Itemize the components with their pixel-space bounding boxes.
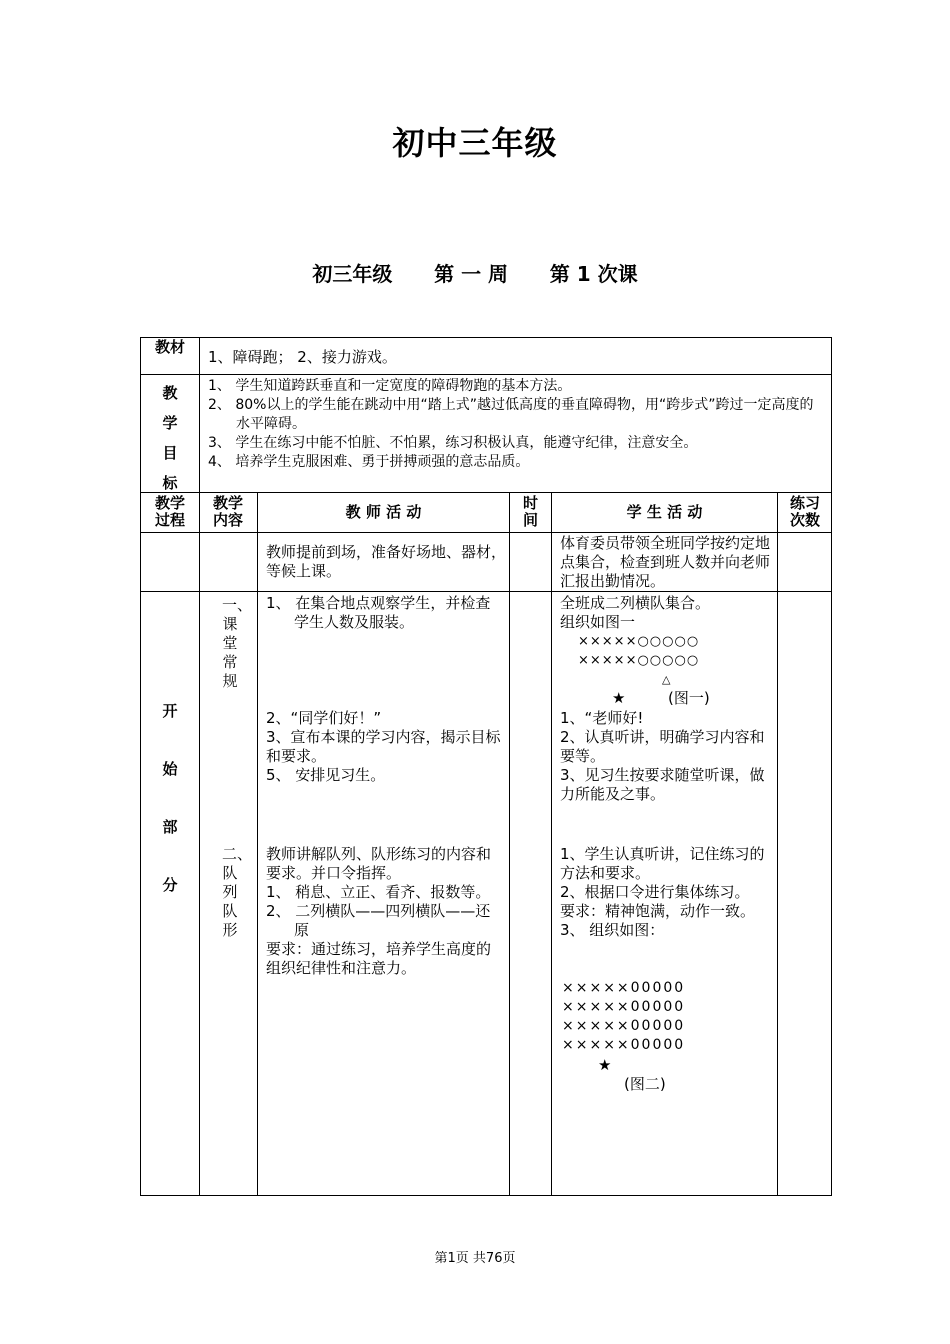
teacher-item: 2、“同学们好！” — [266, 709, 382, 727]
content-item-routine: 一、课堂常规 — [222, 596, 253, 690]
teacher-item: 1、 稍息、立正、看齐、报数等。 — [266, 883, 491, 901]
goal-item: 2、 80%以上的学生能在跳动中用“踏上式”越过低高度的垂直障碍物，用“跨步式”跨过一定高度的水平障碍。 — [208, 397, 814, 432]
header-time: 时间 — [522, 494, 538, 529]
goal-item: 4、 培养学生克服困难、勇于拼搏顽强的意志品质。 — [208, 454, 530, 470]
student-block-3 — [560, 845, 772, 940]
goal-item: 1、 学生知道跨跃垂直和一定宽度的障碍物跑的基本方法。 — [208, 378, 572, 394]
teacher-item: 教师讲解队列、队形练习的内容和要求。并口令指挥。 — [266, 845, 492, 882]
student-block-2 — [560, 709, 772, 804]
teacher-block-2 — [266, 709, 504, 785]
figure-1-caption: (图一) — [668, 689, 710, 707]
goal-item: 3、 学生在练习中能不怕脏、不怕累，练习积极认真，能遵守纪律，注意安全。 — [208, 435, 698, 451]
student-item: 1、学生认真听讲，记住练习的方法和要求。 — [560, 845, 765, 882]
header-content: 教学内容 — [212, 494, 243, 529]
header-reps: 练习次数 — [789, 494, 820, 529]
teacher-item: 5、 安排见习生。 — [266, 766, 386, 784]
student-item: 全班成二列横队集合。 — [560, 594, 711, 612]
teacher-item: 2、 二列横队——四列横队——还原 — [266, 902, 491, 939]
formation-2 — [562, 979, 685, 1055]
triangle-icon: △ — [662, 673, 671, 686]
student-item: 2、根据口令进行集体练习。 — [560, 883, 750, 901]
student-block-1 — [560, 594, 772, 632]
formation-1-row: ×××××○○○○○ — [578, 653, 700, 668]
prep-teacher: 教师提前到场，准备好场地、器材，等候上课。 — [266, 543, 507, 580]
star-icon: ★ — [612, 689, 626, 707]
header-process: 教学过程 — [154, 494, 185, 529]
teacher-block-1 — [266, 594, 504, 632]
lesson-subtitle: 初三年级 第 一 周 第 1 次课 — [312, 262, 638, 286]
student-item: 1、“老师好! — [560, 709, 644, 727]
formation-2-row: ×××××00000 — [562, 1037, 686, 1053]
formation-2-row: ×××××00000 — [562, 1018, 686, 1034]
student-item: 组织如图一 — [560, 613, 636, 631]
student-item: 2、认真听讲，明确学习内容和要等。 — [560, 728, 765, 765]
material-label: 教材 — [155, 338, 186, 356]
material-text: 1、障碍跑； 2、接力游戏。 — [208, 348, 397, 366]
star-icon: ★ — [598, 1056, 612, 1074]
formation-2-row: ×××××00000 — [562, 980, 686, 996]
teacher-item: 要求：通过练习，培养学生高度的组织纪律性和注意力。 — [266, 940, 492, 977]
student-item: 3、见习生按要求随堂听课，做力所能及之事。 — [560, 766, 765, 803]
content-item-formation: 二、队列队形 — [222, 845, 253, 939]
teacher-item: 1、 在集合地点观察学生，并检查学生人数及服装。 — [266, 594, 491, 631]
page-footer: 第1页 共76页 — [434, 1251, 516, 1266]
figure-2-caption: (图二) — [624, 1075, 666, 1093]
formation-1-row: ×××××○○○○○ — [578, 634, 700, 649]
section-label: 开始部分 — [162, 702, 178, 894]
formation-2-row: ×××××00000 — [562, 999, 686, 1015]
page-title: 初中三年级 — [392, 124, 558, 162]
teacher-block-3 — [266, 845, 504, 978]
prep-student: 体育委员带领全班同学按约定地点集合，检查到班人数并向老师汇报出勤情况。 — [560, 534, 771, 590]
student-item: 3、 组织如图： — [560, 921, 665, 939]
goals-list — [208, 377, 826, 472]
teacher-item: 3、宣布本课的学习内容，揭示目标和要求。 — [266, 728, 501, 765]
goals-label: 教学目标 — [162, 384, 178, 492]
header-teacher: 教 师 活 动 — [345, 503, 422, 521]
student-item: 要求：精神饱满，动作一致。 — [560, 902, 756, 920]
header-student: 学 生 活 动 — [626, 503, 703, 521]
